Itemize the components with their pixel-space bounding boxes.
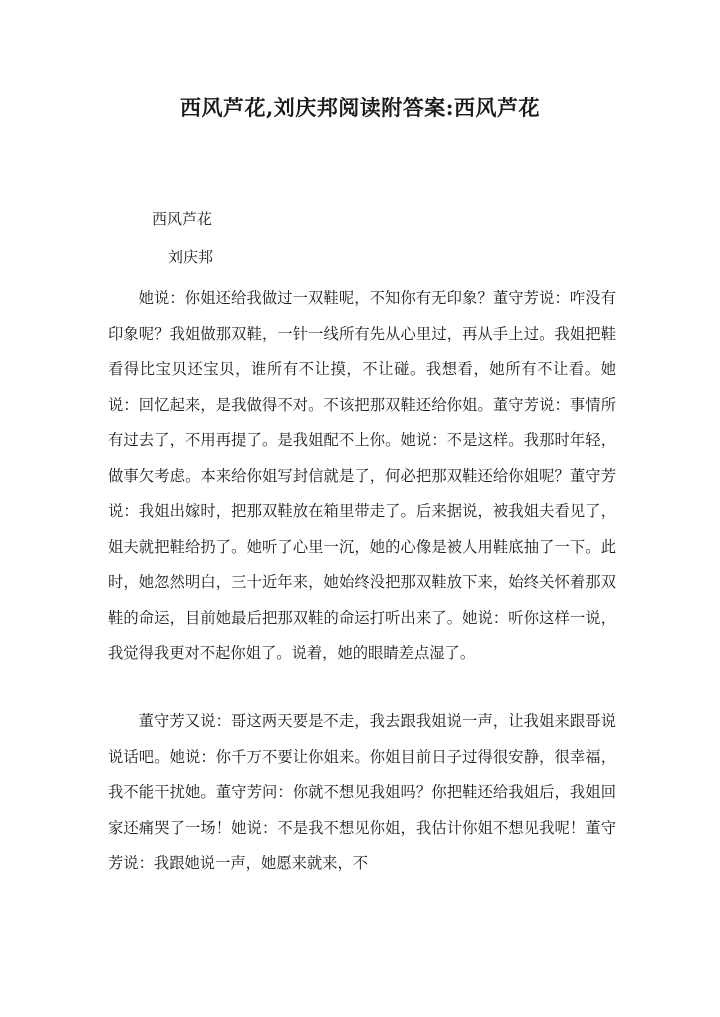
body-paragraph-1: 她说：你姐还给我做过一双鞋呢，不知你有无印象？董守芳说：咋没有印象呢？我姐做那双鞋，一针一线所有先从心里过，再从手上过。我姐把鞋看得比宝贝还宝贝，谁所有不让摸，不让碰。我想看，她所有不让看。她说：回忆起来，是我做得不对。不该把那双鞋还给你姐。董守芳说：事情所有过去了，不用再提了。是我姐配不上你。她说：不是这样。我那时年轻，做事欠考虑。本来给你姐写封信就是了，何必把那双鞋还给你姐呢？董守芳说：我姐出嫁时，把那双鞋放在箱里带走了。后来据说，被我姐夫看见了，姐夫就把鞋给扔了。她听了心里一沉，她的心像是被人用鞋底抽了一下。此时，她忽然明白，三十近年来，她始终没把那双鞋放下来，始终关怀着那双鞋的命运，目前她最后把那双鞋的命运打听出来了。她说：听你这样一说，我觉得我更对不起你姐了。说着，她的眼睛差点湿了。 — [108, 289, 616, 662]
author-name: 刘庆邦 — [168, 248, 214, 266]
document-title: 西风芦花,刘庆邦阅读附答案:西风芦花 — [179, 95, 541, 120]
body-paragraph-2: 董守芳又说：哥这两天要是不走，我去跟我姐说一声，让我姐来跟哥说说话吧。她说：你千万不要让你姐来。你姐目前日子过得很安静，很幸福，我不能干扰她。董守芳问：你就不想见我姐吗？你把鞋还给我姐后，我姐回家还痛哭了一场！她说：不是我不想见你姐，我估计你姐不想见我呢！董守芳说：我跟她说一声，她愿来就来，不 — [108, 712, 616, 872]
story-title: 西风芦花 — [152, 210, 213, 228]
